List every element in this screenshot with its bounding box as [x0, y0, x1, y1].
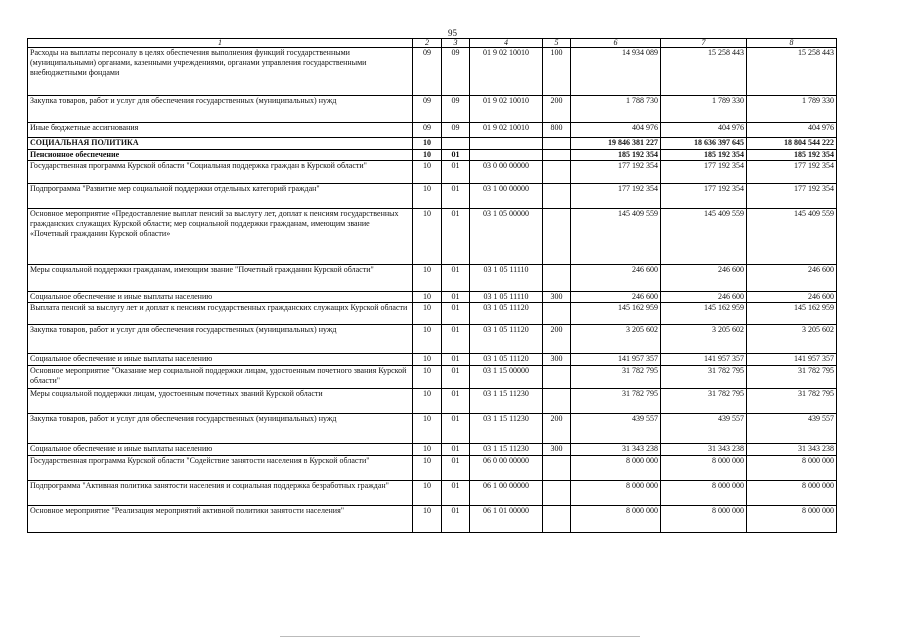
- row-subsection: 01: [442, 481, 470, 506]
- table-row: [28, 123, 837, 138]
- row-name: Меры социальной поддержки лицам, удостоенным почетных званий Курской области: [28, 389, 413, 414]
- table-row: [28, 292, 837, 303]
- table-row: [28, 209, 837, 265]
- row-amount-col8: 31 782 795: [747, 366, 837, 389]
- row-target-article: 06 1 01 00000: [470, 506, 543, 533]
- row-target-article: 06 1 00 00000: [470, 481, 543, 506]
- row-target-article: 03 1 05 11110: [470, 292, 543, 303]
- row-amount-col6: 177 192 354: [571, 184, 661, 209]
- row-amount-col8: 15 258 443: [747, 48, 837, 96]
- table-row: [28, 161, 837, 184]
- row-amount-col6: 31 782 795: [571, 389, 661, 414]
- row-amount-col6: 8 000 000: [571, 456, 661, 481]
- header-col-7: 7: [661, 39, 747, 48]
- row-amount-col6: 19 846 381 227: [571, 138, 661, 150]
- table-row: [28, 506, 837, 533]
- table-header-row: [28, 39, 837, 48]
- row-target-article: 03 1 05 11120: [470, 354, 543, 366]
- row-amount-col8: 1 789 330: [747, 96, 837, 123]
- row-section: 10: [413, 506, 442, 533]
- table-row: [28, 414, 837, 444]
- row-name: СОЦИАЛЬНАЯ ПОЛИТИКА: [28, 138, 413, 150]
- row-name: Основное мероприятие "Реализация мероприятий активной политики занятости населения": [28, 506, 413, 533]
- row-subsection: 01: [442, 325, 470, 354]
- row-name: Основное мероприятие «Предоставление выплат пенсий за выслугу лет, доплат к пенсиям государственных гражданских служащих Курской области; мер социальной поддержки гражданам, имеющим звание «Почетный гражданин Курской области»: [28, 209, 413, 265]
- row-amount-col7: 145 162 959: [661, 303, 747, 325]
- row-amount-col7: 404 976: [661, 123, 747, 138]
- row-section: 10: [413, 366, 442, 389]
- row-amount-col6: 31 343 238: [571, 444, 661, 456]
- row-name: Социальное обеспечение и иные выплаты населению: [28, 354, 413, 366]
- row-amount-col7: 8 000 000: [661, 481, 747, 506]
- row-amount-col8: 8 000 000: [747, 481, 837, 506]
- row-section: 10: [413, 209, 442, 265]
- table-row: [28, 325, 837, 354]
- row-target-article: [470, 150, 543, 161]
- row-amount-col6: 1 788 730: [571, 96, 661, 123]
- row-target-article: 03 1 15 11230: [470, 389, 543, 414]
- row-amount-col8: 145 409 559: [747, 209, 837, 265]
- row-amount-col6: 185 192 354: [571, 150, 661, 161]
- row-section: 09: [413, 48, 442, 96]
- row-target-article: 03 1 05 00000: [470, 209, 543, 265]
- row-section: 10: [413, 389, 442, 414]
- row-amount-col7: 8 000 000: [661, 506, 747, 533]
- row-expense-type: [543, 265, 571, 292]
- row-amount-col6: 14 934 089: [571, 48, 661, 96]
- row-amount-col6: 8 000 000: [571, 481, 661, 506]
- row-target-article: 03 1 05 11120: [470, 325, 543, 354]
- row-target-article: 06 0 00 00000: [470, 456, 543, 481]
- table-row: [28, 48, 837, 96]
- row-amount-col7: 177 192 354: [661, 184, 747, 209]
- row-section: 10: [413, 456, 442, 481]
- row-subsection: 01: [442, 161, 470, 184]
- row-target-article: 03 1 00 00000: [470, 184, 543, 209]
- row-amount-col6: 145 409 559: [571, 209, 661, 265]
- row-name: Государственная программа Курской области "Содействие занятости населения в Курской области": [28, 456, 413, 481]
- row-amount-col7: 18 636 397 645: [661, 138, 747, 150]
- row-amount-col7: 31 782 795: [661, 389, 747, 414]
- row-target-article: 01 9 02 10010: [470, 48, 543, 96]
- row-expense-type: [543, 389, 571, 414]
- row-amount-col8: 141 957 357: [747, 354, 837, 366]
- row-expense-type: [543, 456, 571, 481]
- row-section: 10: [413, 303, 442, 325]
- row-subsection: 01: [442, 184, 470, 209]
- row-amount-col7: 3 205 602: [661, 325, 747, 354]
- row-amount-col6: 177 192 354: [571, 161, 661, 184]
- row-name: Закупка товаров, работ и услуг для обеспечения государственных (муниципальных) нужд: [28, 96, 413, 123]
- row-expense-type: 200: [543, 414, 571, 444]
- row-amount-col8: 145 162 959: [747, 303, 837, 325]
- row-target-article: 03 0 00 00000: [470, 161, 543, 184]
- row-subsection: 09: [442, 96, 470, 123]
- table-row: [28, 456, 837, 481]
- row-subsection: 09: [442, 123, 470, 138]
- row-amount-col8: 31 782 795: [747, 389, 837, 414]
- row-amount-col8: 185 192 354: [747, 150, 837, 161]
- table-row: [28, 184, 837, 209]
- row-target-article: 03 1 05 11110: [470, 265, 543, 292]
- row-target-article: 01 9 02 10010: [470, 96, 543, 123]
- table-row: [28, 138, 837, 150]
- row-section: 09: [413, 123, 442, 138]
- table-row: [28, 265, 837, 292]
- row-subsection: 09: [442, 48, 470, 96]
- row-subsection: 01: [442, 150, 470, 161]
- row-amount-col6: 404 976: [571, 123, 661, 138]
- row-subsection: 01: [442, 209, 470, 265]
- row-amount-col6: 439 557: [571, 414, 661, 444]
- row-name: Закупка товаров, работ и услуг для обеспечения государственных (муниципальных) нужд: [28, 414, 413, 444]
- row-expense-type: 200: [543, 96, 571, 123]
- row-amount-col8: 3 205 602: [747, 325, 837, 354]
- row-section: 09: [413, 96, 442, 123]
- row-section: 10: [413, 444, 442, 456]
- table-row: [28, 481, 837, 506]
- header-col-3: 3: [442, 39, 470, 48]
- row-amount-col6: 31 782 795: [571, 366, 661, 389]
- row-section: 10: [413, 414, 442, 444]
- row-expense-type: [543, 161, 571, 184]
- row-amount-col7: 246 600: [661, 292, 747, 303]
- row-amount-col8: 439 557: [747, 414, 837, 444]
- table-row: [28, 444, 837, 456]
- row-name: Пенсионное обеспечение: [28, 150, 413, 161]
- row-amount-col7: 15 258 443: [661, 48, 747, 96]
- row-amount-col7: 141 957 357: [661, 354, 747, 366]
- row-expense-type: [543, 481, 571, 506]
- row-amount-col7: 185 192 354: [661, 150, 747, 161]
- row-subsection: 01: [442, 292, 470, 303]
- table-row: [28, 389, 837, 414]
- row-section: 10: [413, 325, 442, 354]
- page-number: 95: [448, 28, 457, 38]
- row-amount-col6: 3 205 602: [571, 325, 661, 354]
- header-col-6: 6: [571, 39, 661, 48]
- row-expense-type: 100: [543, 48, 571, 96]
- row-amount-col8: 177 192 354: [747, 184, 837, 209]
- row-amount-col7: 439 557: [661, 414, 747, 444]
- row-amount-col8: 8 000 000: [747, 456, 837, 481]
- row-expense-type: [543, 366, 571, 389]
- row-subsection: 01: [442, 506, 470, 533]
- row-subsection: 01: [442, 303, 470, 325]
- row-amount-col7: 31 343 238: [661, 444, 747, 456]
- header-col-5: 5: [543, 39, 571, 48]
- row-amount-col8: 404 976: [747, 123, 837, 138]
- row-amount-col8: 8 000 000: [747, 506, 837, 533]
- row-subsection: 01: [442, 389, 470, 414]
- row-amount-col7: 177 192 354: [661, 161, 747, 184]
- table-row: [28, 96, 837, 123]
- row-expense-type: 300: [543, 444, 571, 456]
- row-expense-type: [543, 138, 571, 150]
- row-name: Социальное обеспечение и иные выплаты населению: [28, 444, 413, 456]
- row-name: Социальное обеспечение и иные выплаты населению: [28, 292, 413, 303]
- table-row: [28, 303, 837, 325]
- row-name: Подпрограмма "Активная политика занятости населения и социальная поддержка безработных граждан": [28, 481, 413, 506]
- row-section: 10: [413, 138, 442, 150]
- table-row: [28, 354, 837, 366]
- row-name: Подпрограмма "Развитие мер социальной поддержки отдельных категорий граждан": [28, 184, 413, 209]
- row-amount-col8: 246 600: [747, 265, 837, 292]
- row-target-article: 03 1 15 00000: [470, 366, 543, 389]
- row-target-article: 03 1 15 11230: [470, 414, 543, 444]
- row-target-article: 03 1 15 11230: [470, 444, 543, 456]
- row-amount-col7: 8 000 000: [661, 456, 747, 481]
- row-target-article: 01 9 02 10010: [470, 123, 543, 138]
- table-row: [28, 150, 837, 161]
- row-section: 10: [413, 292, 442, 303]
- row-amount-col7: 145 409 559: [661, 209, 747, 265]
- row-subsection: 01: [442, 444, 470, 456]
- header-col-1: 1: [28, 39, 413, 48]
- row-expense-type: 300: [543, 292, 571, 303]
- row-section: 10: [413, 150, 442, 161]
- row-amount-col8: 177 192 354: [747, 161, 837, 184]
- row-expense-type: 200: [543, 325, 571, 354]
- row-name: Меры социальной поддержки гражданам, имеющим звание "Почетный гражданин Курской области": [28, 265, 413, 292]
- page-bottom-line: [280, 636, 640, 637]
- row-expense-type: 800: [543, 123, 571, 138]
- header-col-2: 2: [413, 39, 442, 48]
- row-amount-col8: 246 600: [747, 292, 837, 303]
- row-expense-type: [543, 303, 571, 325]
- row-name: Государственная программа Курской области "Социальная поддержка граждан в Курской области": [28, 161, 413, 184]
- row-section: 10: [413, 481, 442, 506]
- row-expense-type: [543, 150, 571, 161]
- row-subsection: 01: [442, 456, 470, 481]
- row-subsection: [442, 138, 470, 150]
- row-amount-col7: 246 600: [661, 265, 747, 292]
- row-amount-col6: 141 957 357: [571, 354, 661, 366]
- row-amount-col8: 31 343 238: [747, 444, 837, 456]
- row-name: Выплата пенсий за выслугу лет и доплат к пенсиям государственных гражданских служащих Курской области: [28, 303, 413, 325]
- row-target-article: [470, 138, 543, 150]
- table-body: [28, 48, 837, 533]
- row-section: 10: [413, 184, 442, 209]
- row-name: Расходы на выплаты персоналу в целях обеспечения выполнения функций государственными (муниципальными) органами, казенными учреждениями, органами управления государственными внебюджетными фондами: [28, 48, 413, 96]
- table-row: [28, 366, 837, 389]
- row-expense-type: [543, 209, 571, 265]
- row-subsection: 01: [442, 265, 470, 292]
- row-section: 10: [413, 354, 442, 366]
- row-amount-col7: 31 782 795: [661, 366, 747, 389]
- row-amount-col6: 246 600: [571, 292, 661, 303]
- row-subsection: 01: [442, 354, 470, 366]
- row-expense-type: [543, 184, 571, 209]
- row-section: 10: [413, 161, 442, 184]
- budget-table: [27, 38, 837, 533]
- row-amount-col6: 145 162 959: [571, 303, 661, 325]
- row-subsection: 01: [442, 366, 470, 389]
- row-expense-type: [543, 506, 571, 533]
- row-name: Закупка товаров, работ и услуг для обеспечения государственных (муниципальных) нужд: [28, 325, 413, 354]
- row-amount-col7: 1 789 330: [661, 96, 747, 123]
- row-name: Основное мероприятие "Оказание мер социальной поддержки лицам, удостоенным почетного звания Курской области": [28, 366, 413, 389]
- row-name: Иные бюджетные ассигнования: [28, 123, 413, 138]
- row-amount-col6: 8 000 000: [571, 506, 661, 533]
- row-expense-type: 300: [543, 354, 571, 366]
- header-col-8: 8: [747, 39, 837, 48]
- row-amount-col6: 246 600: [571, 265, 661, 292]
- row-amount-col8: 18 804 544 222: [747, 138, 837, 150]
- row-subsection: 01: [442, 414, 470, 444]
- header-col-4: 4: [470, 39, 543, 48]
- row-target-article: 03 1 05 11120: [470, 303, 543, 325]
- row-section: 10: [413, 265, 442, 292]
